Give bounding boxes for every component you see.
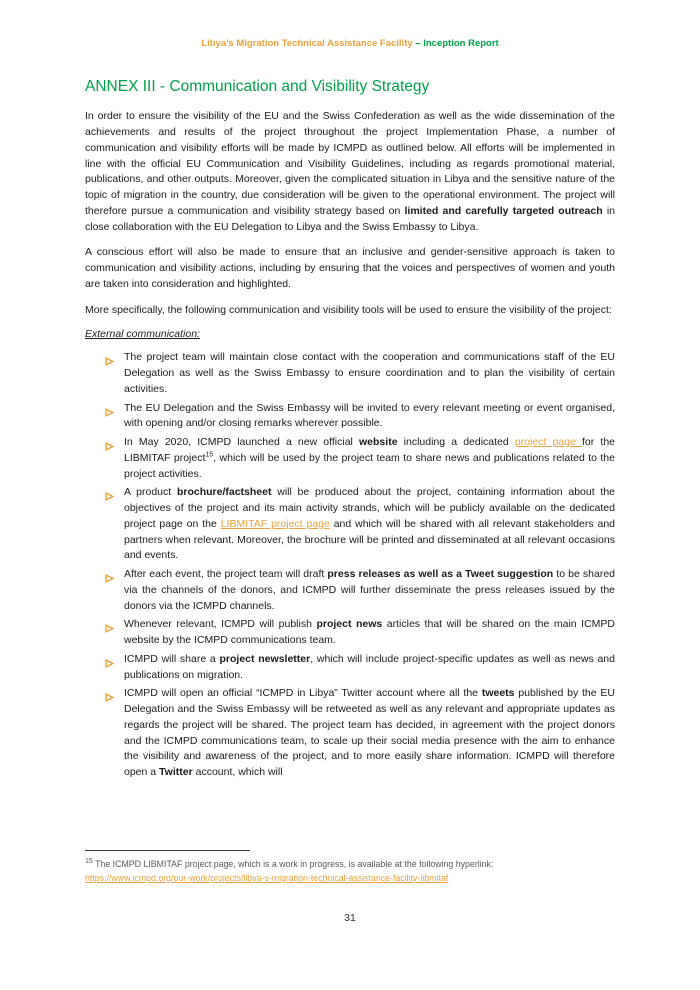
bullet-item (105, 567, 615, 614)
external-communication-heading: External communication: (85, 328, 200, 341)
bold-text-run: tweets (481, 687, 515, 700)
text-run: published by the EU Delegation and the Swiss Embassy will be retweeted as well as any relevant and appropriate updates as regards the project will be shared. The project team has decided, in agreement with the project donors and the ICMPD communications team, to scale up their social media presence with the aim to enhance the visibility and awareness of the project, and to more easily share information. ICMPD will therefore open a (124, 687, 615, 779)
text-run: ICMPD will share a (124, 652, 220, 665)
bullet-arrow-icon (105, 350, 124, 397)
page-number: 31 (344, 912, 356, 924)
bullet-arrow-icon (105, 401, 124, 433)
bold-text-run: Twitter (159, 766, 193, 779)
text-run: In May 2020, ICMPD launched a new official (124, 436, 360, 449)
bullet-text (124, 617, 615, 649)
text-run: A product (124, 486, 177, 499)
text-run: account, which will (192, 766, 283, 779)
bold-text-run: website (359, 436, 398, 449)
bullet-list (85, 350, 615, 781)
text-run: , which will include project-specific updates as well as news and publications on migration. (124, 652, 615, 681)
text-run: After each event, the project team will draft (124, 568, 328, 581)
text-run: , which will be used by the project team to share news and publications related to the project activities. (124, 451, 615, 480)
text-run: and which will be shared with all relevant stakeholders and partners when relevant. Moreover, the brochure will be printed and disseminated at all relevant occasions and events. (124, 517, 615, 562)
bullet-arrow-icon (105, 652, 124, 684)
header-facility-title: Libya’s Migration Technical Assistance Facility (201, 38, 416, 49)
bullet-text (124, 686, 615, 781)
text-run: to be shared via the channels of the donors, and ICMPD will further disseminate the press releases issued by the donors via the ICMPD channels. (124, 568, 616, 612)
bullet-item (105, 617, 615, 649)
text-run: including a dedicated (397, 436, 515, 449)
bullet-text (124, 485, 615, 564)
bullet-text (124, 435, 615, 482)
bullet-text (124, 567, 615, 614)
bullet-item (105, 350, 615, 397)
text-run: in close collaboration with the EU Delegation to Libya and the Swiss Embassy to Libya. (85, 204, 616, 233)
intro-paragraph-2: A conscious effort will also be made to ensure that an inclusive and gender-sensitive approach is taken to communication and visibility actions, including by ensuring that the voices and perspectives of women and youth are taken into consideration and highlighted. (85, 246, 615, 290)
bullet-item (105, 401, 615, 433)
libmitaf-project-page-link[interactable]: LIBMITAF project page (220, 517, 330, 530)
text-run: articles that will be shared on the main ICMPD website by the ICMPD communications team. (124, 618, 615, 647)
bullet-arrow-icon (105, 435, 124, 482)
bullet-arrow-icon (105, 567, 124, 614)
bold-text-run: press releases as well as a Tweet suggestion (327, 568, 554, 581)
page-header (85, 38, 615, 50)
bullet-arrow-icon (105, 686, 124, 781)
footnote-number: 15 (85, 858, 93, 866)
bullet-text (124, 652, 615, 684)
bold-text-run: limited and carefully targeted outreach (404, 204, 603, 217)
bullet-item (105, 435, 615, 482)
bullet-item (105, 652, 615, 684)
intro-paragraph-1 (85, 109, 615, 235)
bullet-text: The EU Delegation and the Swiss Embassy will be invited to every relevant meeting or event organised, with opening and/or closing remarks wherever possible. (124, 401, 615, 430)
header-report-suffix: – Inception Report (415, 38, 499, 49)
bullet-item (105, 485, 615, 564)
bullet-arrow-icon (105, 617, 124, 649)
bullet-item (105, 686, 615, 781)
annex-title: ANNEX III - Communication and Visibility Strategy (85, 78, 430, 96)
text-run: will be produced about the project, containing information about the objectives of the project and its main activity strands, which will be publicly available on the dedicated project page on the (124, 486, 615, 530)
text-run: for the LIBMITAF project (124, 436, 615, 464)
text-run: ICMPD will open an official “ICMPD in Libya” Twitter account where all the (124, 687, 482, 700)
bullet-arrow-icon (105, 485, 124, 564)
footnote (85, 858, 615, 885)
footnote-text: The ICMPD LIBMITAF project page, which is a work in progress, is available at the following hyperlink: (92, 859, 494, 869)
project-page-link[interactable]: project page (514, 436, 583, 449)
bold-text-run: project news (316, 618, 383, 631)
footnote-separator (85, 850, 250, 851)
footnote-url-link[interactable]: https://www.icmpd.org/our-work/projects/libya-s-migration-technical-assistance-facility-libmitaf (85, 872, 449, 883)
footnote-ref-marker: 15 (205, 451, 214, 459)
bold-text-run: project newsletter (219, 652, 311, 665)
footnote-area (85, 850, 615, 885)
text-run: Whenever relevant, ICMPD will publish (124, 618, 317, 631)
text-run: In order to ensure the visibility of the EU and the Swiss Confederation as well as the wide dissemination of the achievements and results of the project throughout the project Implementation Phase, a number of communication and visibility efforts will be made by ICMPD as outlined below. All efforts will be implemented in line with the official EU Communication and Visibility Guidelines, including as regards promotional material, publications, and other outputs. Moreover, given the complicated situation in Libya and the sensitive nature of the topic of migration in the country, due consideration will be given to the operational environment. The project will therefore pursue a communication and visibility strategy based on (85, 110, 615, 217)
intro-paragraph-3: More specifically, the following communication and visibility tools will be used to ensure the visibility of the project: (85, 303, 612, 316)
bold-text-run: brochure/factsheet (176, 486, 272, 499)
bullet-text: The project team will maintain close contact with the cooperation and communications staff of the EU Delegation as well as the Swiss Embassy to ensure coordination and to plan the visibility of certain activities. (124, 351, 615, 395)
